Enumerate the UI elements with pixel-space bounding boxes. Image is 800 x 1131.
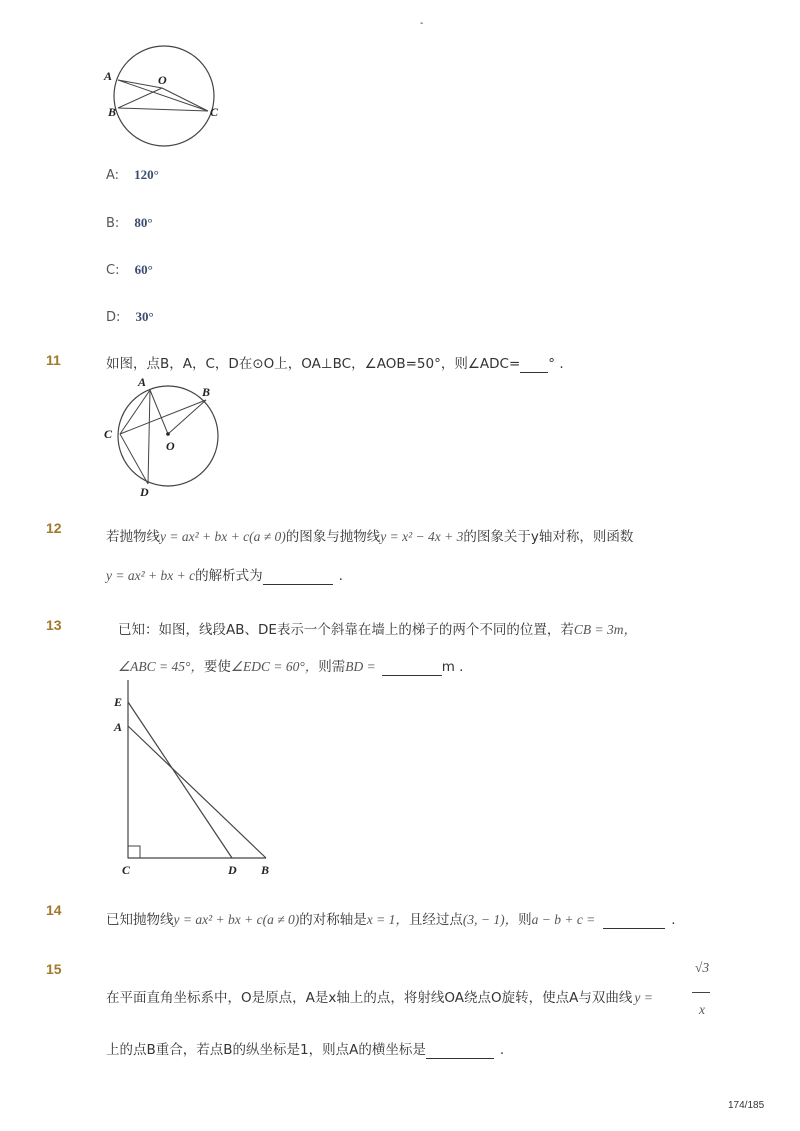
q13-answer-blank[interactable] <box>382 659 442 676</box>
q12-answer-blank[interactable] <box>263 568 333 585</box>
q13-text-a: 已知：如图，线段AB、DE表示一个斜靠在墙上的梯子的两个不同的位置，若 <box>118 622 574 638</box>
option-letter: D: <box>106 310 121 325</box>
q14-number: 14 <box>46 902 62 918</box>
q13-end: m . <box>441 659 464 675</box>
q11-label-d: D <box>140 485 149 498</box>
q15-frac-numerator: √3 <box>694 960 710 975</box>
q13-right-angle <box>128 846 140 858</box>
q14-answer-blank[interactable] <box>603 912 665 929</box>
q11-center-dot <box>166 432 170 436</box>
q12-math3: y = ax² + bx + c <box>106 568 196 583</box>
q13-label-b: B <box>261 863 270 877</box>
q13-number: 13 <box>46 617 62 633</box>
q13-ladder-ed <box>128 702 232 858</box>
q14-math3: (3, − 1)， <box>462 912 519 927</box>
q13-line1 <box>118 618 637 638</box>
q13-label-d: D <box>228 863 237 877</box>
q10-option-b[interactable] <box>106 212 153 231</box>
q12-math1: y = ax² + bx + c(a ≠ 0) <box>160 529 286 544</box>
q10-seg-oc <box>162 88 208 111</box>
option-value: 120° <box>134 167 159 182</box>
q13-text-c: 则需 <box>318 659 346 675</box>
q13-math4: BD = <box>345 659 376 674</box>
q12-line1 <box>106 525 633 545</box>
option-letter: B: <box>106 216 120 231</box>
q10-seg-bc <box>118 108 208 111</box>
q10-option-d[interactable] <box>106 306 154 325</box>
q13-math1: CB = 3m， <box>573 622 638 637</box>
q11-question: 如图，点B，A，C，D在⊙O上，OA⊥BC，∠AOB=50°，则∠ADC= <box>106 356 521 372</box>
q11-label-a: A <box>138 375 147 389</box>
page-number: 174/185 <box>728 1100 765 1111</box>
q12-text-d: 的解析式为 <box>195 568 263 584</box>
option-letter: C: <box>106 263 120 278</box>
option-value: 60° <box>134 262 153 277</box>
q13-ladder-ab <box>128 726 266 858</box>
q13-math2: ∠ABC = 45°， <box>118 659 204 674</box>
q11-label-b: B <box>202 385 211 399</box>
q14-text-b: 的对称轴是 <box>299 912 367 928</box>
q15-line2 <box>106 1038 504 1059</box>
q10-label-a: A <box>104 69 113 83</box>
q15-text-a: 在平面直角坐标系中，O是原点，A是x轴上的点，将射线OA绕点O旋转，使点A与双曲线 <box>106 990 633 1006</box>
q13-text-b: 要使 <box>203 659 231 675</box>
q15-frac-denominator: x <box>699 1002 705 1017</box>
q11-label-o: O <box>166 439 175 453</box>
q10-option-a[interactable] <box>106 164 159 183</box>
top-mark: - <box>420 18 424 29</box>
q14-math2: x = 1， <box>366 912 409 927</box>
option-value: 30° <box>135 309 154 324</box>
q11-suffix: ° . <box>548 356 564 372</box>
q12-text-b: 的图象与抛物线 <box>285 529 381 545</box>
q10-label-c: C <box>210 105 219 119</box>
q13-math3: ∠EDC = 60°， <box>230 659 319 674</box>
q13-figure <box>108 676 278 882</box>
q11-figure <box>100 372 230 498</box>
q11-seg-ad <box>148 390 150 484</box>
q11-seg-ob <box>168 400 206 434</box>
q15-answer-blank[interactable] <box>426 1042 494 1059</box>
q13-label-e: E <box>114 695 123 709</box>
q14-text-c: 且经过点 <box>408 912 463 928</box>
q14-math4: a − b + c = <box>531 912 596 927</box>
q10-label-b: B <box>108 105 117 119</box>
q12-number: 12 <box>46 520 62 536</box>
q11-seg-ao <box>150 390 168 434</box>
q11-answer-blank[interactable] <box>520 356 548 373</box>
q15-number: 15 <box>46 961 62 977</box>
q11-seg-cb <box>120 400 206 434</box>
q10-seg-bo <box>118 88 162 108</box>
q10-figure <box>100 36 230 166</box>
q12-end: . <box>338 568 343 584</box>
q13-label-a: A <box>114 720 123 734</box>
q12-line2 <box>106 564 343 585</box>
q12-math2: y = x² − 4x + 3 <box>380 529 464 544</box>
q13-label-c: C <box>122 863 131 877</box>
option-value: 80° <box>134 215 153 230</box>
q10-option-c[interactable] <box>106 259 153 278</box>
q15-math-y: y = <box>634 990 653 1005</box>
q15-frac-bar <box>692 992 710 993</box>
q14-text-d: 则 <box>518 912 532 928</box>
q12-text-c: 的图象关于y轴对称，则函数 <box>463 529 634 545</box>
option-letter: A: <box>106 168 120 183</box>
q14-end: . <box>671 912 676 928</box>
q15-line1 <box>106 986 653 1006</box>
q14-text-a: 已知抛物线 <box>106 912 174 928</box>
q11-number: 11 <box>46 352 61 368</box>
q11-label-c: C <box>104 427 113 441</box>
q15-end: . <box>499 1042 505 1058</box>
q12-text-a: 若抛物线 <box>106 529 160 545</box>
q13-line2 <box>118 655 463 676</box>
q14-line <box>106 908 676 929</box>
q15-text-b: 上的点B重合，若点B的纵坐标是1，则点A的横坐标是 <box>106 1042 426 1058</box>
q14-math1: y = ax² + bx + c(a ≠ 0) <box>173 912 300 927</box>
q10-label-o: O <box>158 73 167 87</box>
q10-seg-ao <box>118 80 162 88</box>
q11-text <box>106 352 564 373</box>
